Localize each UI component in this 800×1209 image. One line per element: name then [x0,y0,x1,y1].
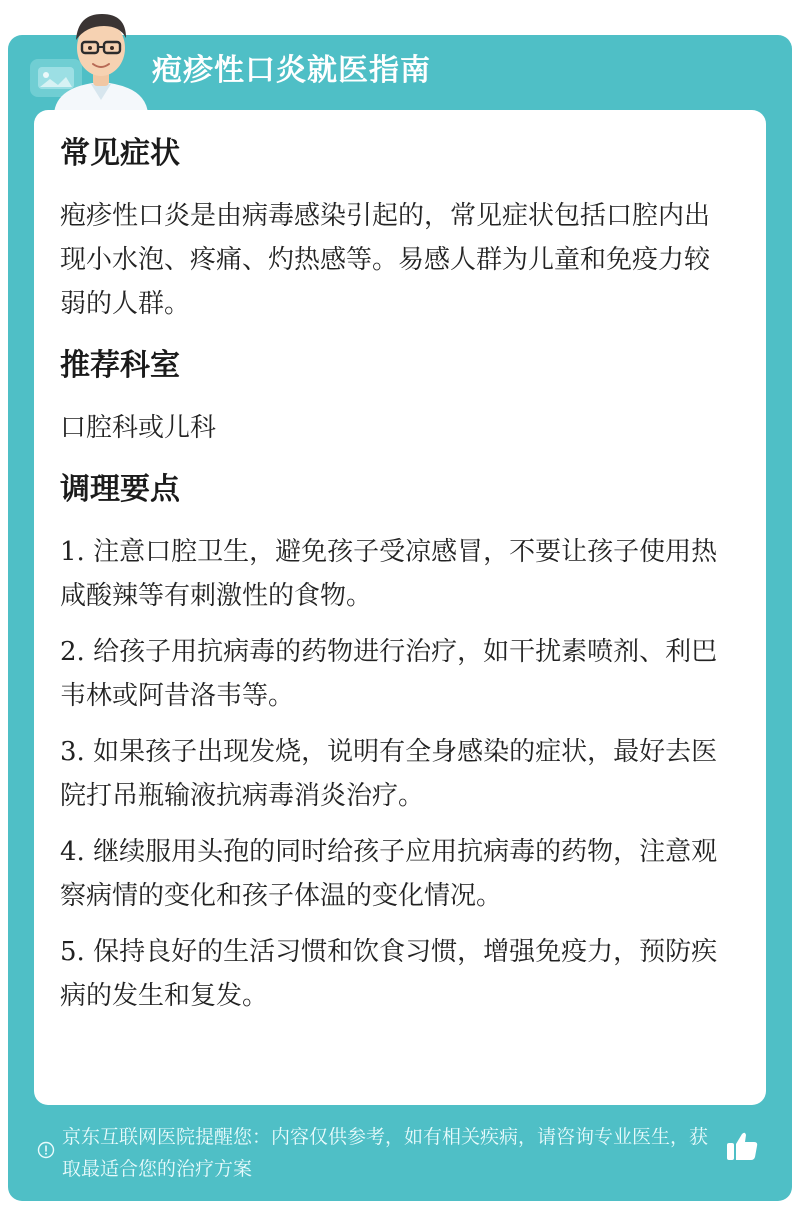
department-text: 口腔科或儿科 [60,413,217,443]
list-item: 1. 注意口腔卫生，避免孩子受凉感冒，不要让孩子使用热咸酸辣等有刺激性的食物。 [60,537,718,611]
list-item: 3. 如果孩子出现发烧，说明有全身感染的症状，最好去医院打吊瓶输液抗病毒消炎治疗。 [60,737,718,811]
thumbs-up-icon[interactable] [724,1128,760,1164]
list-item: 5. 保持良好的生活习惯和饮食习惯，增强免疫力，预防疾病的发生和复发。 [60,937,718,1011]
disclaimer-text: 京东互联网医院提醒您：内容仅供参考，如有相关疾病，请咨询专业医生，获取最适合您的治疗方案 [62,1126,709,1180]
disclaimer [36,1121,726,1185]
section-title-department: 推荐科室 [60,348,180,383]
page-title: 疱疹性口炎就医指南 [152,53,431,88]
care-list [60,530,730,1018]
list-item: 2. 给孩子用抗病毒的药物进行治疗，如干扰素喷剂、利巴韦林或阿昔洛韦等。 [60,637,718,711]
symptoms-text: 疱疹性口炎是由病毒感染引起的，常见症状包括口腔内出现小水泡、疼痛、灼热感等。易感人群为儿童和免疫力较弱的人群。 [60,201,711,319]
section-title-symptoms: 常见症状 [60,136,180,171]
list-item: 4. 继续服用头孢的同时给孩子应用抗病毒的药物，注意观察病情的变化和孩子体温的变化情况。 [60,837,718,911]
content-card [34,110,766,1105]
doctor-avatar-icon [46,4,156,114]
section-title-care: 调理要点 [60,472,180,507]
content-body [60,134,730,1030]
